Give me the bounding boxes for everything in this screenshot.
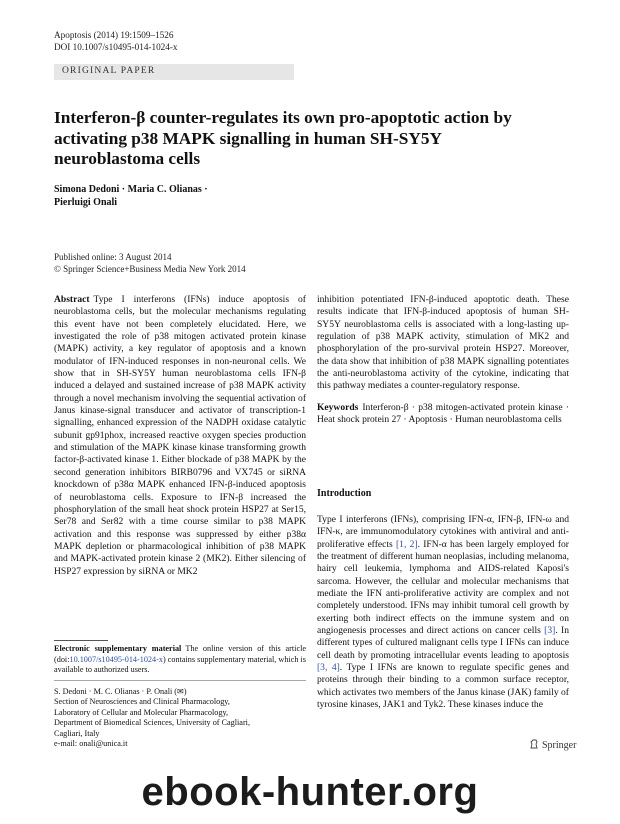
abstract-right xyxy=(317,294,569,426)
journal-citation: Apoptosis (2014) 19:1509–1526 xyxy=(54,30,174,40)
footnote-rule xyxy=(54,640,108,641)
abstract-text-left: Type I interferons (IFNs) induce apoptosis of neuroblastoma cells, but the molecular mechanisms regulating this event have not been completely elucidated. Here, we investigated the role of p38 mitogen activated protein kinase (MAPK) activity, a key regulator of apoptosis and a known modulator of IFN-induced responses in non-neuronal cells. We show that in SH-SY5Y human neuroblastoma cells IFN-β induced a delayed and sustained increase of p38 MAPK activity through a novel mechanism involving the sequential activation of Janus kinase-signal transducer and activator of transcription-1 signalling, enhanced expression of the NADPH oxidase catalytic subunit gp91phox, increased reactive oxygen species production and stimulation of the MAPK kinase kinase transforming growth factor-β-activated kinase 1. Either blockade of p38 MAPK by the second generation inhibitors BIRB0796 and VX745 or siRNA knockdown of p38α MAPK enhanced IFN-β-induced apoptosis of neuroblastoma cells. Exposure to IFN-β increased the phosphorylation of the small heat shock protein HSP27 at Ser15, Ser78 and Ser82 with a time course similar to p38 MAPK activation and this response was suppressed by either p38α MAPK depletion or pharmacological inhibition of p38 MAPK and MAPK-activated protein kinase 2 (MK2). Either silencing of HSP27 expression by siRNA or MK2 xyxy=(54,294,306,577)
published-date: Published online: 3 August 2014 xyxy=(54,252,172,262)
esm-footnote xyxy=(54,644,306,676)
intro-text-4: . Type I IFNs are known to regulate specific genes and proteins through their binding to a common surface receptor, which activates two members of the Janus kinase (JAK) family of tyrosine kinases, JAK1 and Tyk2. These kinases induce the xyxy=(317,662,570,711)
doi: DOI 10.1007/s10495-014-1024-x xyxy=(54,42,178,52)
intro-text-3: . In different types of cultured malignant cells type I IFNs can induce cell death by promoting intracellular events leading to apoptosis xyxy=(317,625,569,661)
author-list xyxy=(54,183,314,209)
affil-line-3: Department of Biomedical Sciences, University of Cagliari, xyxy=(54,718,250,728)
article-type: ORIGINAL PAPER xyxy=(62,66,156,76)
esm-doi-link[interactable]: 10.1007/s10495-014-1024-x xyxy=(69,654,163,664)
esm-text-b: ) contains supplementary material, which is available to authorized users. xyxy=(54,654,306,674)
copyright: © Springer Science+Business Media New York 2014 xyxy=(54,263,246,274)
affiliation-rule xyxy=(54,680,306,681)
affil-line-4: Cagliari, Italy xyxy=(54,728,100,738)
affil-line-2: Laboratory of Cellular and Molecular Pharmacology, xyxy=(54,707,229,717)
citation-link-3-4[interactable]: [3, 4] xyxy=(317,662,340,674)
abstract-left xyxy=(54,294,306,578)
affiliation-block xyxy=(54,687,306,749)
author-email: e-mail: onali@unica.it xyxy=(54,739,128,749)
publisher-mark xyxy=(528,738,576,751)
abstract-text-right: inhibition potentiated IFN-β-induced apoptotic death. These results indicate that IFN-β-induced apoptosis of human SH-SY5Y neuroblastoma cells is associated with a long-lasting up-regulation of p38 MAPK activity, stimulation of MK2 and phosphorylation of the pro-survival protein HSP27. Moreover, the data show that inhibition of p38 MAPK signalling potentiates the anti-neuroblastoma activity of the cytokine, indicating that this pathway mediates a counter-regulatory response. xyxy=(317,294,569,392)
affil-line-1: Section of Neurosciences and Clinical Pharmacology, xyxy=(54,697,230,707)
publisher-name: Springer xyxy=(542,740,577,751)
author-line-1: Simona Dedoni · Maria C. Olianas · xyxy=(54,184,208,195)
publication-info xyxy=(54,252,246,275)
esm-text-a: The online version of this article (doi: xyxy=(54,644,306,664)
intro-text-1: Type I interferons (IFNs), comprising IFN-α, IFN-β, IFN-ω and IFN-κ, are immunomodulatory cytokines with antiviral and anti-proliferative effects xyxy=(317,514,569,550)
intro-text-2: . IFN-α has been largely employed for the treatment of different human neoplasias, including melanoma, hairy cell leukemia, lymphoma and AIDS-related Kaposi's sarcoma. However, the cellular and molecular mechanisms that mediate the IFN anti-proliferative activity are complex and not completely understood. IFNs may inhibit tumoral cell growth by exerting both indirect effects on the immune system and on angiogenesis processes and direct actions on cancer cells xyxy=(317,538,569,637)
watermark: ebook-hunter.org xyxy=(141,770,479,814)
keywords-label: Keywords xyxy=(317,401,359,413)
paper-title: Interferon-β counter-regulates its own pro-apoptotic action by activating p38 MAPK signalling in human SH-SY5Y neuroblastoma cells xyxy=(54,108,512,168)
citation-link-1-2[interactable]: [1, 2] xyxy=(396,538,418,550)
springer-horse-icon xyxy=(528,738,540,750)
author-line-2: Pierluigi Onali xyxy=(54,197,118,208)
article-type-band xyxy=(54,64,294,80)
abstract-label: Abstract xyxy=(54,294,90,305)
affil-authors: S. Dedoni · M. C. Olianas · P. Onali (✉) xyxy=(54,687,187,696)
journal-header xyxy=(54,29,178,53)
keywords xyxy=(317,402,569,427)
introduction-body xyxy=(317,514,569,712)
introduction-heading: Introduction xyxy=(317,488,372,499)
citation-link-3[interactable]: [3] xyxy=(544,625,556,637)
keywords-text: Interferon-β · p38 mitogen-activated protein kinase · Heat shock protein 27 · Apoptosis · Human neuroblastoma cells xyxy=(317,401,569,426)
esm-label: Electronic supplementary material xyxy=(54,644,182,653)
